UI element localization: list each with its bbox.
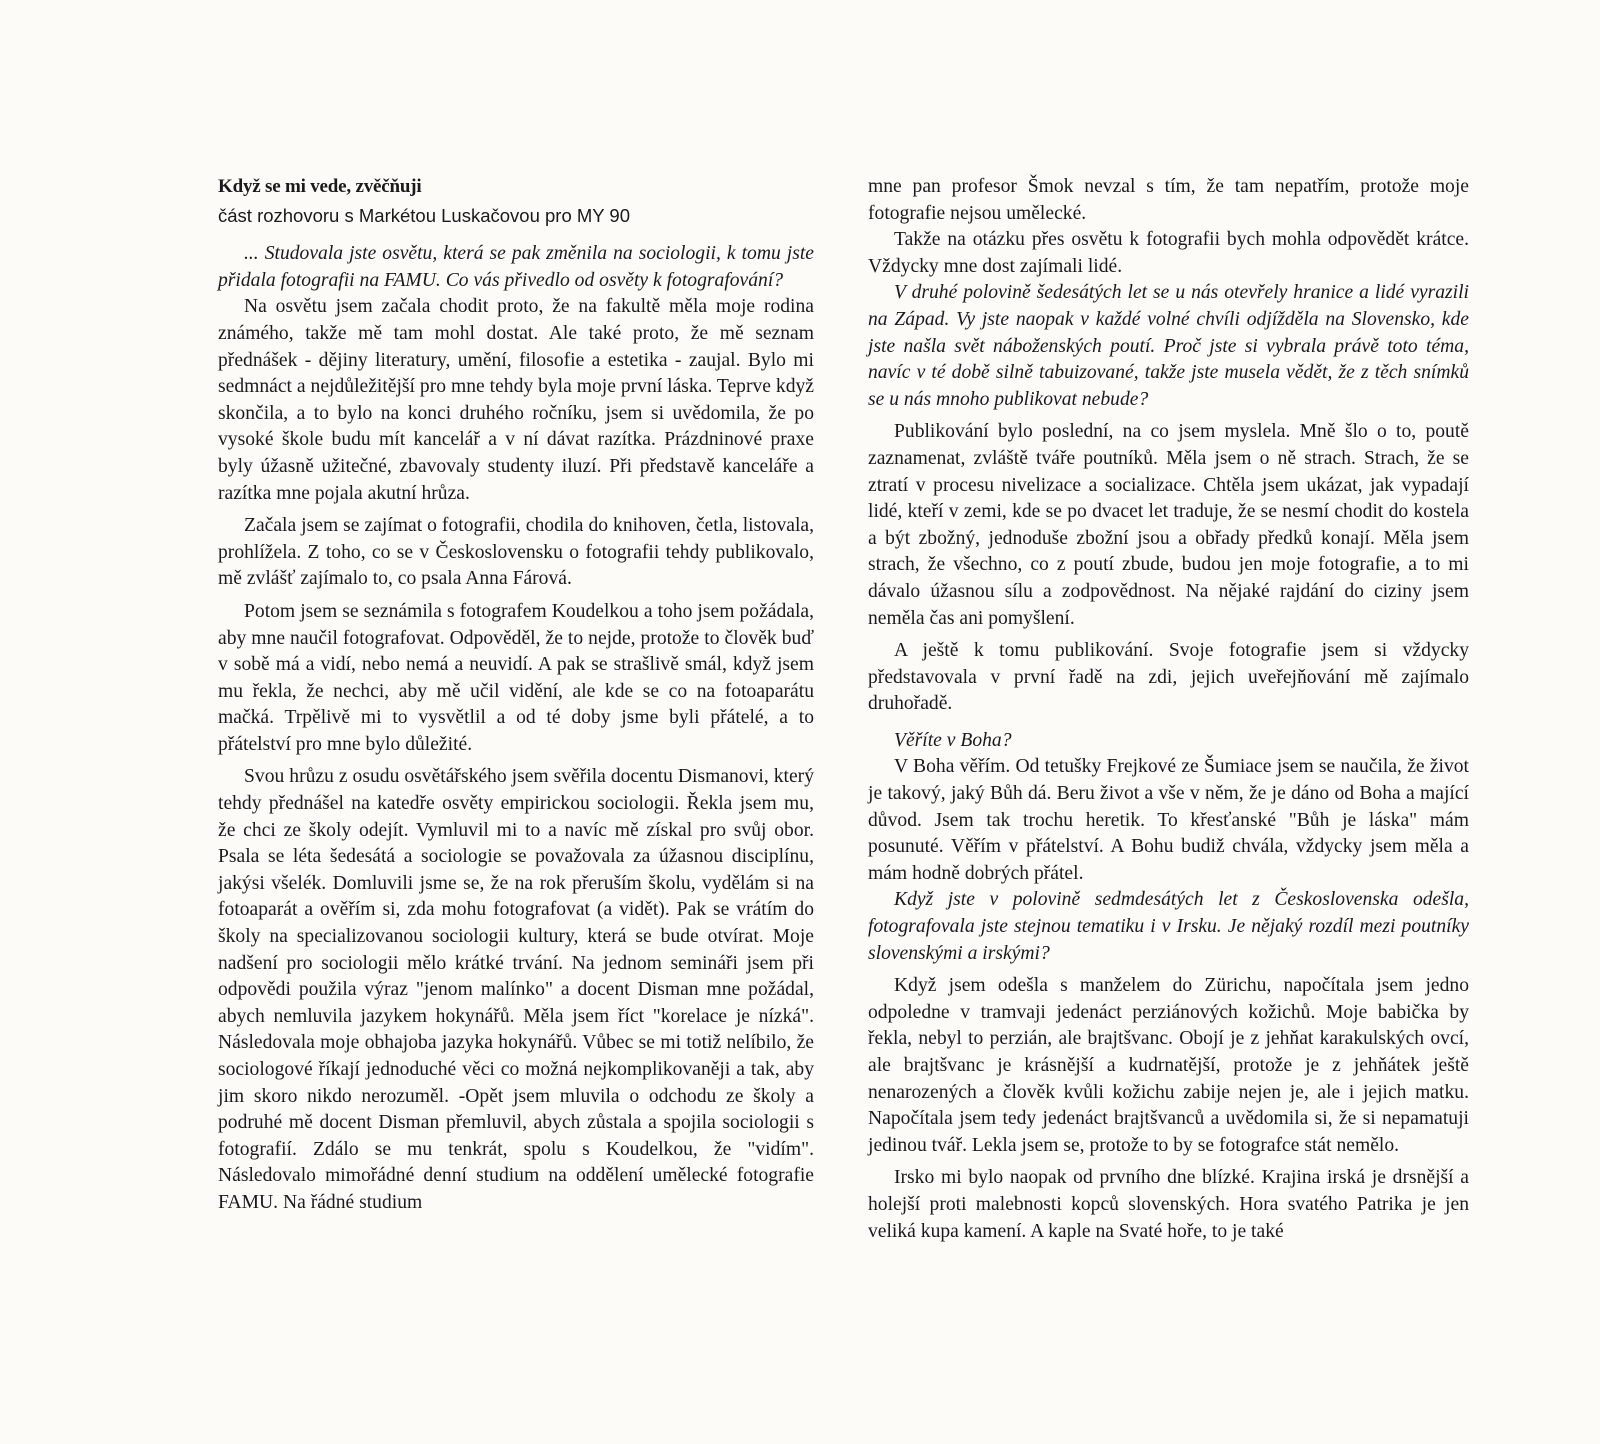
question-paragraph: ... Studovala jste osvětu, která se pak změnila na sociologii, k tomu jste přidala fotografii na FAMU. Co vás přivedlo od osvěty k fotografování?: [218, 243, 814, 291]
answer-paragraph: Když jsem odešla s manželem do Zürichu, napočítala jsem jedno odpoledne v tramvaji jedenáct perziánových kožichů. Moje babička by řekla, nebyl to perzián, ale brajtšvanc. Obojí je z jehňat karakulských ovcí, ale brajtšvanc je krásnější a kudrnatější, protože je z jehňátek ještě nenarozených a člověk kvůli kožichu zabije nejen je, ale i jejich matku. Napočítala jsem tedy jedenáct brajtšvanců a uvědomila si, že si nepamatuji jedinou tvář. Lekla jsem se, protože to by se fotografce stát nemělo.: [868, 975, 1469, 1156]
continued-paragraph: mne pan profesor Šmok nevzal s tím, že tam nepatřím, protože moje fotografie nejsou umělecké.: [868, 176, 1469, 224]
question-paragraph: Když jste v polovině sedmdesátých let z Československa odešla, fotografovala jste stejnou tematiku i v Irsku. Je nějaký rozdíl mezi poutníky slovenskými a irskými?: [868, 889, 1469, 964]
answer-paragraph: Začala jsem se zajímat o fotografii, chodila do knihoven, četla, listovala, prohlížela. Z toho, co se v Československu o fotografii tehdy publikovalo, mě zvlášť zajímalo to, co psala Anna Fárová.: [218, 515, 814, 590]
answer-paragraph: Takže na otázku přes osvětu k fotografii bych mohla odpovědět krátce. Vždycky mne dost zajímali lidé.: [868, 229, 1469, 277]
answer-paragraph: Potom jsem se seznámila s fotografem Koudelkou a toho jsem požádala, aby mne naučil fotografovat. Odpověděl, že to nejde, protože to člověk buď v sobě má a vidí, nebo nemá a neuvidí. A pak se strašlivě smál, když jsem mu řekla, že nechci, aby mě učil vidění, ale kde se co na fotoaparátu mačká. Trpělivě mi to vysvětlil a od té doby jsme byli přátelé, a to přátelství pro mne bylo důležité.: [218, 600, 814, 755]
question-paragraph: V druhé polovině šedesátých let se u nás otevřely hranice a lidé vyrazili na Západ. Vy jste naopak v každé volné chvíli odjížděla na Slovensko, kde jste našla svět náboženských poutí. Proč jste si vybrala právě toto téma, navíc v té době silně tabuizované, takže jste musela vědět, že z těch snímků se u nás mnoho publikovat nebude?: [868, 282, 1469, 410]
article-subtitle: část rozhovoru s Markétou Luskačovou pro MY 90: [218, 204, 631, 226]
answer-paragraph: A ještě k tomu publikování. Svoje fotografie jsem si vždycky představovala v první řadě na zdi, jejich uveřejňování mě zajímalo druhořadě.: [868, 640, 1469, 715]
left-column: [218, 174, 814, 1217]
right-column: [868, 174, 1469, 1245]
article-title: Když se mi vede, zvěčňuji: [218, 176, 422, 197]
answer-paragraph: V Boha věřím. Od tetušky Frejkové ze Šumiace jsem se naučila, že život je takový, jaký Bůh dá. Beru život a vše v něm, že je dáno od Boha a mající důvod. Jsem tak trochu heretik. To křesťanské "Bůh je láska" mám posunuté. Věřím v přátelství. A Bohu budiž chvála, vždycky jsem měla a mám hodně dobrých přátel.: [868, 756, 1469, 884]
answer-paragraph: Svou hrůzu z osudu osvětářského jsem svěřila docentu Dismanovi, který tehdy přednášel na katedře osvěty empirickou sociologii. Řekla jsem mu, že chci ze školy odejít. Vymluvil mi to a navíc mě získal pro svůj obor. Psala se léta šedesátá a sociologie se považovala za úžasnou disciplínu, jakýsi všelék. Domluvili jsme se, že na rok přeruším školu, vydělám si na fotoaparát a ověřím si, zda mohu fotografovat (a vidět). Pak se vrátím do školy na specializovanou sociologii kultury, která se bude otvírat. Moje nadšení pro sociologii mělo krátké trvání. Na jednom semináři jsem při odpovědi použila výraz "jenom malínko" a docent Disman mne požádal, abych nemluvila jazykem hokynářů. Měla jsem říct "korelace je nízká". Následovala moje obhajoba jazyka hokynářů. Vůbec se mi totiž nelíbilo, že sociologové říkají jednoduché věci co možná nejkomplikovaněji a tak, aby jim skoro nikdo nerozuměl. -Opět jsem mluvila o odchodu ze školy a podruhé mě docent Disman přemluvil, abych zůstala a spojila sociologii s fotografií. Zdálo se mu tenkrát, spolu s Koudelkou, že "vidím". Následovalo mimořádné denní studium na oddělení umělecké fotografie FAMU. Na řádné studium: [218, 766, 814, 1213]
answer-paragraph: Na osvětu jsem začala chodit proto, že na fakultě měla moje rodina známého, takže mě tam mohl dostat. Ale také proto, že mě seznam přednášek - dějiny literatury, umění, filosofie a estetika - zaujal. Bylo mi sedmnáct a nejdůležitější pro mne tehdy byla moje první láska. Teprve když skončila, a to bylo na konci druhého ročníku, jsem si uvědomila, že po vysoké škole budu mít kancelář a v ní dávat razítka. Prázdninové praxe byly úžasně užitečné, zbavovaly studenty iluzí. Při představě kanceláře a razítka mne pojala akutní hrůza.: [218, 296, 814, 504]
answer-paragraph: Irsko mi bylo naopak od prvního dne blízké. Krajina irská je drsnější a holejší proti malebnosti kopců slovenských. Hora svatého Patrika je jen veliká kupa kamení. A kaple na Svaté hoře, to je také: [868, 1167, 1469, 1242]
answer-paragraph: Publikování bylo poslední, na co jsem myslela. Mně šlo o to, poutě zaznamenat, zvláště tváře poutníků. Měla jsem o ně strach. Strach, že se ztratí v procesu nivelizace a socializace. Chtěla jsem ukázat, jak vypadají lidé, kteří v zemi, kde se po dvacet let traduje, že se nesmí chodit do kostela a být zbožný, jednoduše zbožní jsou a obřady předků konají. Měla jsem strach, že všechno, co z poutí zbude, budou jen moje fotografie, a to mi dávalo úžasnou sílu a zodpovědnost. Na nějaké rajdání do ciziny jsem neměla čas ani pomyšlení.: [868, 421, 1469, 629]
question-paragraph: Věříte v Boha?: [894, 729, 1012, 751]
